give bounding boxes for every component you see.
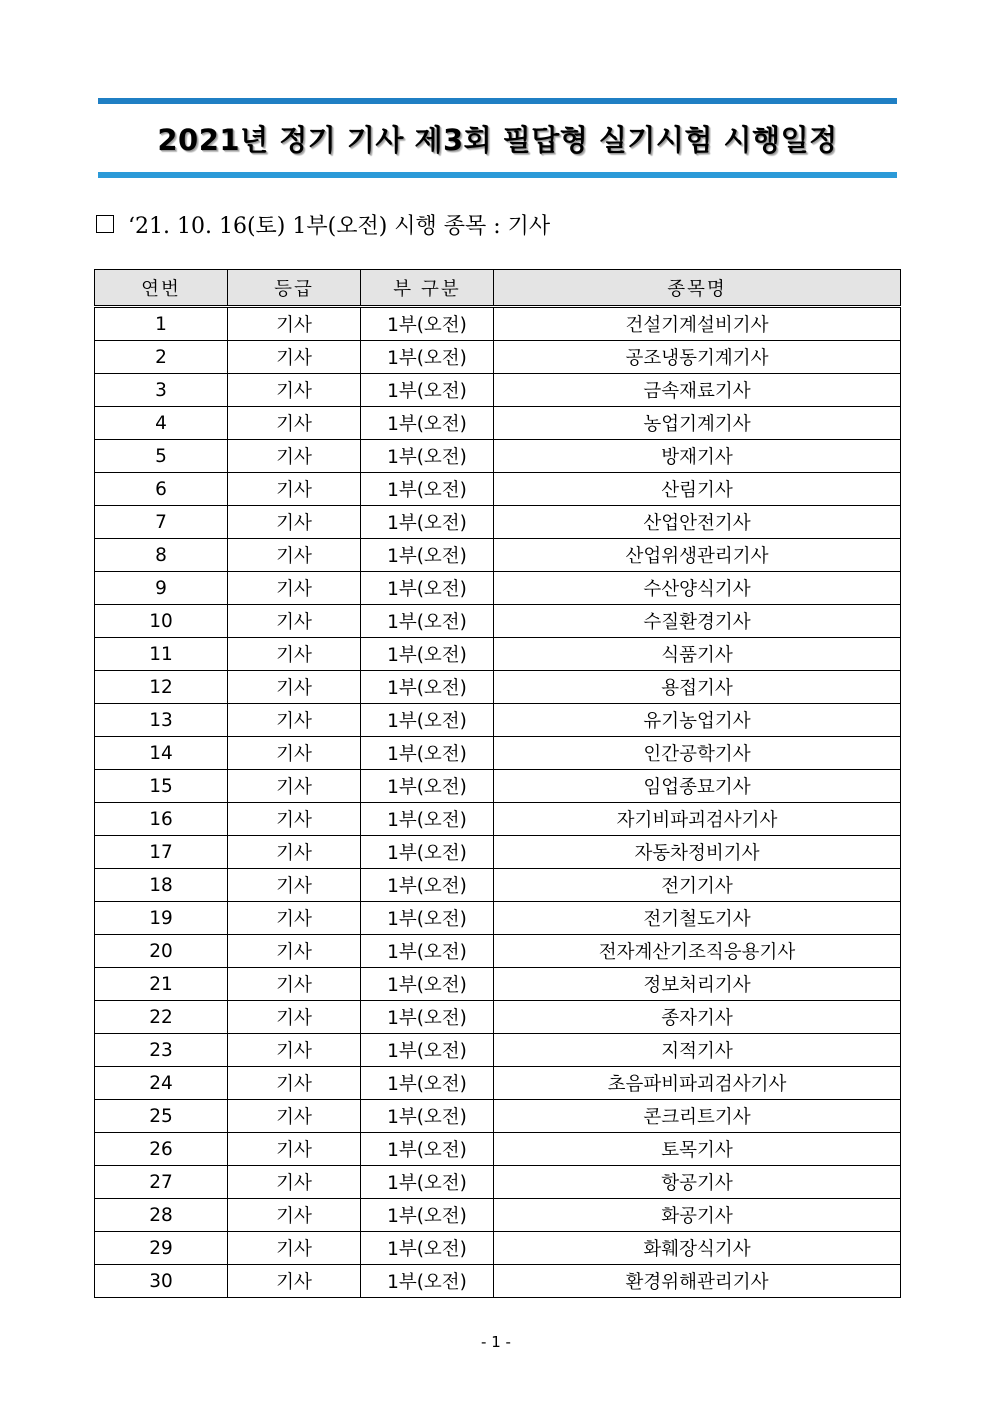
cell-session: 1부(오전)	[361, 341, 494, 374]
cell-grade: 기사	[228, 638, 361, 671]
cell-subject-name: 항공기사	[494, 1166, 901, 1199]
cell-serial-number: 17	[95, 836, 228, 869]
table-row	[95, 803, 901, 836]
cell-serial-number: 26	[95, 1133, 228, 1166]
table-row	[95, 473, 901, 506]
table-header-row	[95, 270, 901, 307]
cell-grade: 기사	[228, 407, 361, 440]
cell-serial-number: 8	[95, 539, 228, 572]
cell-grade: 기사	[228, 1001, 361, 1034]
table-row	[95, 1265, 901, 1298]
checkbox-icon	[96, 215, 114, 233]
table-row	[95, 770, 901, 803]
cell-serial-number: 4	[95, 407, 228, 440]
table-row	[95, 605, 901, 638]
cell-serial-number: 22	[95, 1001, 228, 1034]
cell-session: 1부(오전)	[361, 1133, 494, 1166]
cell-serial-number: 2	[95, 341, 228, 374]
cell-session: 1부(오전)	[361, 1265, 494, 1298]
cell-serial-number: 24	[95, 1067, 228, 1100]
cell-session: 1부(오전)	[361, 671, 494, 704]
cell-subject-name: 농업기계기사	[494, 407, 901, 440]
cell-session: 1부(오전)	[361, 1001, 494, 1034]
cell-session: 1부(오전)	[361, 869, 494, 902]
cell-subject-name: 콘크리트기사	[494, 1100, 901, 1133]
cell-subject-name: 지적기사	[494, 1034, 901, 1067]
schedule-table	[94, 269, 901, 1298]
table-row	[95, 704, 901, 737]
cell-subject-name: 환경위해관리기사	[494, 1265, 901, 1298]
cell-session: 1부(오전)	[361, 440, 494, 473]
table-row	[95, 341, 901, 374]
cell-grade: 기사	[228, 374, 361, 407]
cell-subject-name: 토목기사	[494, 1133, 901, 1166]
cell-session: 1부(오전)	[361, 307, 494, 341]
cell-subject-name: 수질환경기사	[494, 605, 901, 638]
table-row	[95, 407, 901, 440]
table-row	[95, 1166, 901, 1199]
cell-grade: 기사	[228, 704, 361, 737]
cell-session: 1부(오전)	[361, 836, 494, 869]
cell-grade: 기사	[228, 307, 361, 341]
cell-subject-name: 화공기사	[494, 1199, 901, 1232]
cell-session: 1부(오전)	[361, 638, 494, 671]
cell-subject-name: 자기비파괴검사기사	[494, 803, 901, 836]
cell-session: 1부(오전)	[361, 1067, 494, 1100]
cell-serial-number: 23	[95, 1034, 228, 1067]
cell-serial-number: 3	[95, 374, 228, 407]
table-row	[95, 836, 901, 869]
schedule-table-body	[95, 307, 901, 1298]
table-row	[95, 539, 901, 572]
cell-session: 1부(오전)	[361, 605, 494, 638]
cell-grade: 기사	[228, 1100, 361, 1133]
cell-subject-name: 전기기사	[494, 869, 901, 902]
cell-grade: 기사	[228, 1067, 361, 1100]
cell-session: 1부(오전)	[361, 737, 494, 770]
cell-session: 1부(오전)	[361, 935, 494, 968]
cell-subject-name: 화훼장식기사	[494, 1232, 901, 1265]
cell-subject-name: 임업종묘기사	[494, 770, 901, 803]
cell-session: 1부(오전)	[361, 1199, 494, 1232]
table-row	[95, 1034, 901, 1067]
cell-grade: 기사	[228, 902, 361, 935]
table-row	[95, 638, 901, 671]
cell-serial-number: 18	[95, 869, 228, 902]
cell-serial-number: 21	[95, 968, 228, 1001]
cell-subject-name: 초음파비파괴검사기사	[494, 1067, 901, 1100]
cell-session: 1부(오전)	[361, 1232, 494, 1265]
cell-grade: 기사	[228, 341, 361, 374]
cell-session: 1부(오전)	[361, 704, 494, 737]
table-row	[95, 902, 901, 935]
cell-serial-number: 25	[95, 1100, 228, 1133]
cell-serial-number: 15	[95, 770, 228, 803]
cell-subject-name: 전자계산기조직응용기사	[494, 935, 901, 968]
cell-grade: 기사	[228, 572, 361, 605]
cell-session: 1부(오전)	[361, 539, 494, 572]
table-row	[95, 1001, 901, 1034]
cell-serial-number: 13	[95, 704, 228, 737]
cell-session: 1부(오전)	[361, 1100, 494, 1133]
cell-subject-name: 산업위생관리기사	[494, 539, 901, 572]
cell-grade: 기사	[228, 1265, 361, 1298]
cell-serial-number: 30	[95, 1265, 228, 1298]
cell-serial-number: 28	[95, 1199, 228, 1232]
cell-serial-number: 1	[95, 307, 228, 341]
table-row	[95, 307, 901, 341]
cell-grade: 기사	[228, 440, 361, 473]
cell-grade: 기사	[228, 1166, 361, 1199]
header-subject-name: 종목명	[494, 270, 901, 307]
cell-subject-name: 용접기사	[494, 671, 901, 704]
cell-subject-name: 공조냉동기계기사	[494, 341, 901, 374]
cell-grade: 기사	[228, 1199, 361, 1232]
cell-grade: 기사	[228, 1034, 361, 1067]
cell-subject-name: 수산양식기사	[494, 572, 901, 605]
cell-session: 1부(오전)	[361, 803, 494, 836]
table-row	[95, 1199, 901, 1232]
cell-subject-name: 인간공학기사	[494, 737, 901, 770]
cell-subject-name: 정보처리기사	[494, 968, 901, 1001]
cell-subject-name: 방재기사	[494, 440, 901, 473]
table-row	[95, 1100, 901, 1133]
header-grade: 등급	[228, 270, 361, 307]
cell-grade: 기사	[228, 803, 361, 836]
table-row	[95, 869, 901, 902]
cell-subject-name: 종자기사	[494, 1001, 901, 1034]
cell-grade: 기사	[228, 539, 361, 572]
page-number: - 1 -	[481, 1333, 511, 1351]
cell-serial-number: 29	[95, 1232, 228, 1265]
cell-session: 1부(오전)	[361, 374, 494, 407]
page-title: 2021년 정기 기사 제3회 필답형 실기시험 시행일정	[157, 122, 838, 157]
cell-session: 1부(오전)	[361, 1166, 494, 1199]
header-session: 부 구분	[361, 270, 494, 307]
table-row	[95, 440, 901, 473]
cell-session: 1부(오전)	[361, 407, 494, 440]
cell-subject-name: 자동차정비기사	[494, 836, 901, 869]
section-heading	[96, 206, 550, 242]
cell-serial-number: 14	[95, 737, 228, 770]
cell-grade: 기사	[228, 1232, 361, 1265]
cell-session: 1부(오전)	[361, 770, 494, 803]
table-row	[95, 1067, 901, 1100]
cell-subject-name: 금속재료기사	[494, 374, 901, 407]
cell-subject-name: 유기농업기사	[494, 704, 901, 737]
cell-serial-number: 12	[95, 671, 228, 704]
table-row	[95, 1232, 901, 1265]
cell-serial-number: 9	[95, 572, 228, 605]
title-bottom-rule	[98, 172, 897, 178]
cell-session: 1부(오전)	[361, 1034, 494, 1067]
header-serial-number: 연번	[95, 270, 228, 307]
cell-grade: 기사	[228, 836, 361, 869]
cell-grade: 기사	[228, 605, 361, 638]
table-row	[95, 935, 901, 968]
cell-session: 1부(오전)	[361, 572, 494, 605]
cell-grade: 기사	[228, 473, 361, 506]
cell-session: 1부(오전)	[361, 968, 494, 1001]
cell-serial-number: 5	[95, 440, 228, 473]
cell-grade: 기사	[228, 671, 361, 704]
table-row	[95, 374, 901, 407]
table-row	[95, 671, 901, 704]
table-row	[95, 506, 901, 539]
cell-grade: 기사	[228, 968, 361, 1001]
cell-grade: 기사	[228, 1133, 361, 1166]
cell-serial-number: 27	[95, 1166, 228, 1199]
table-row	[95, 968, 901, 1001]
cell-serial-number: 10	[95, 605, 228, 638]
cell-session: 1부(오전)	[361, 506, 494, 539]
cell-serial-number: 7	[95, 506, 228, 539]
table-row	[95, 1133, 901, 1166]
table-row	[95, 572, 901, 605]
cell-subject-name: 산림기사	[494, 473, 901, 506]
cell-grade: 기사	[228, 770, 361, 803]
cell-session: 1부(오전)	[361, 473, 494, 506]
cell-serial-number: 6	[95, 473, 228, 506]
cell-serial-number: 11	[95, 638, 228, 671]
cell-subject-name: 산업안전기사	[494, 506, 901, 539]
cell-serial-number: 16	[95, 803, 228, 836]
cell-subject-name: 건설기계설비기사	[494, 307, 901, 341]
cell-serial-number: 19	[95, 902, 228, 935]
cell-grade: 기사	[228, 737, 361, 770]
table-row	[95, 737, 901, 770]
cell-subject-name: 전기철도기사	[494, 902, 901, 935]
cell-grade: 기사	[228, 935, 361, 968]
cell-grade: 기사	[228, 506, 361, 539]
cell-session: 1부(오전)	[361, 902, 494, 935]
cell-grade: 기사	[228, 869, 361, 902]
cell-serial-number: 20	[95, 935, 228, 968]
section-heading-text: ‘21. 10. 16(토) 1부(오전) 시행 종목 : 기사	[128, 213, 551, 239]
cell-subject-name: 식품기사	[494, 638, 901, 671]
